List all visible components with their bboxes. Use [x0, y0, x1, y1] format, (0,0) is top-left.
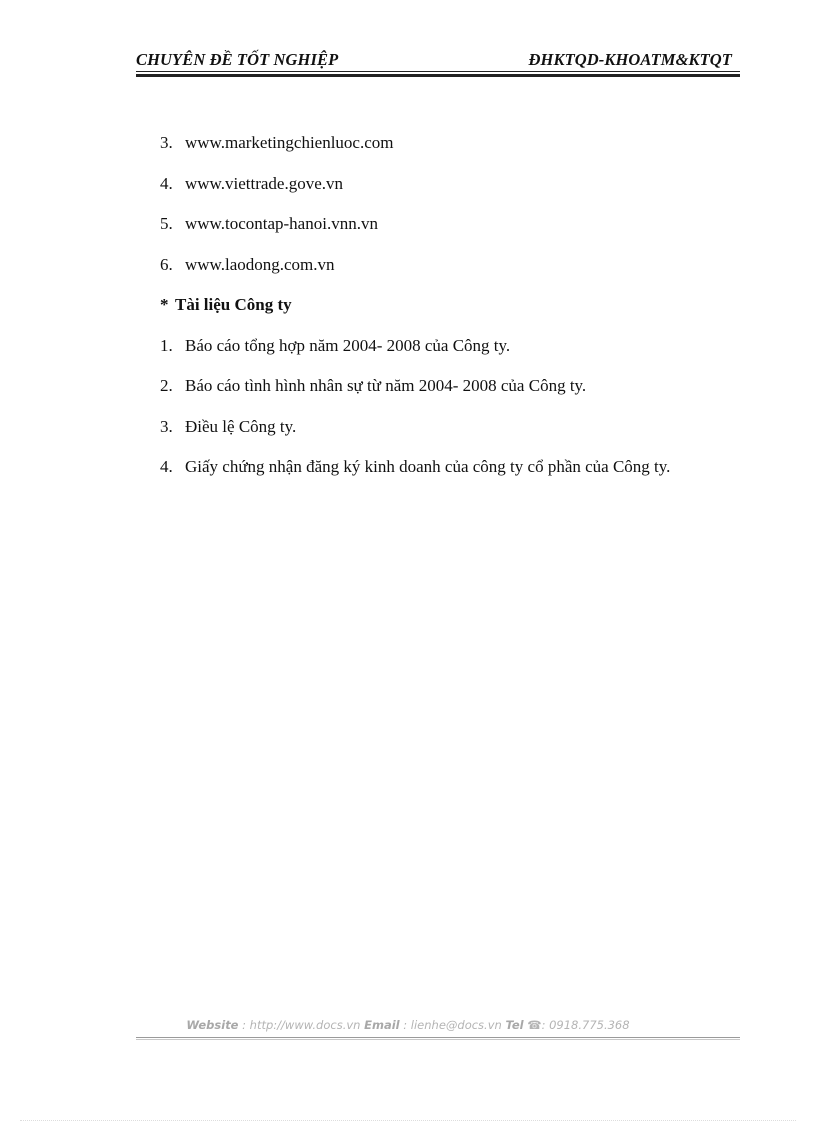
list-number: 3.: [160, 133, 173, 152]
header-divider: [136, 71, 740, 72]
list-number: 4.: [160, 457, 173, 476]
document-item-text: Báo cáo tổng hợp năm 2004- 2008 của Công ty.: [185, 335, 511, 355]
section-heading-text: Tài liệu Công ty: [175, 295, 292, 314]
section-marker: *: [160, 295, 169, 314]
document-item-text: Giấy chứng nhận đăng ký kinh doanh của công ty cổ phần của Công ty.: [185, 457, 671, 476]
list-item: [160, 212, 760, 253]
footer-email-value: : lienhe@docs.vn: [403, 1018, 502, 1032]
list-item: [160, 374, 760, 415]
website-link-text: www.viettrade.gove.vn: [185, 173, 343, 193]
header-title-left: CHUYÊN ĐỀ TỐT NGHIỆP: [136, 50, 339, 69]
website-link-text: www.marketingchienluoc.com: [185, 133, 394, 152]
header-title-right: ĐHKTQD-KHOATM&KTQT: [528, 50, 732, 69]
website-link-text: www.laodong.com.vn: [185, 254, 335, 274]
page-header: [136, 50, 740, 72]
page-bottom-border: [20, 1120, 796, 1121]
footer-tel-label: Tel: [505, 1018, 524, 1032]
footer-website-value: : http://www.docs.vn: [242, 1018, 361, 1032]
phone-icon: ☎: [527, 1018, 542, 1032]
footer-email-label: Email: [364, 1018, 400, 1032]
footer-divider-light: [136, 1039, 740, 1040]
list-number: 6.: [160, 254, 173, 274]
footer-website-label: Website: [186, 1018, 239, 1032]
document-item-text: Điều lệ Công ty.: [185, 416, 297, 436]
list-number: 1.: [160, 335, 173, 355]
list-item: [160, 415, 760, 456]
list-item: [160, 172, 760, 213]
document-item-text: Báo cáo tình hình nhân sự từ năm 2004- 2008 của Công ty.: [185, 376, 587, 395]
list-item: [160, 131, 760, 172]
list-item: [160, 253, 760, 294]
list-item: [160, 334, 760, 375]
list-number: 3.: [160, 416, 173, 436]
document-body: [160, 131, 760, 496]
list-number: 2.: [160, 376, 173, 395]
section-heading: [160, 293, 760, 334]
header-divider-thick: [136, 74, 740, 77]
footer-divider: [136, 1037, 740, 1038]
website-link-text: www.tocontap-hanoi.vnn.vn: [185, 214, 378, 233]
list-item: [160, 455, 760, 496]
list-number: 4.: [160, 173, 173, 193]
list-number: 5.: [160, 214, 173, 233]
footer-tel-value: : 0918.775.368: [541, 1018, 630, 1032]
page-footer: [0, 1018, 816, 1032]
